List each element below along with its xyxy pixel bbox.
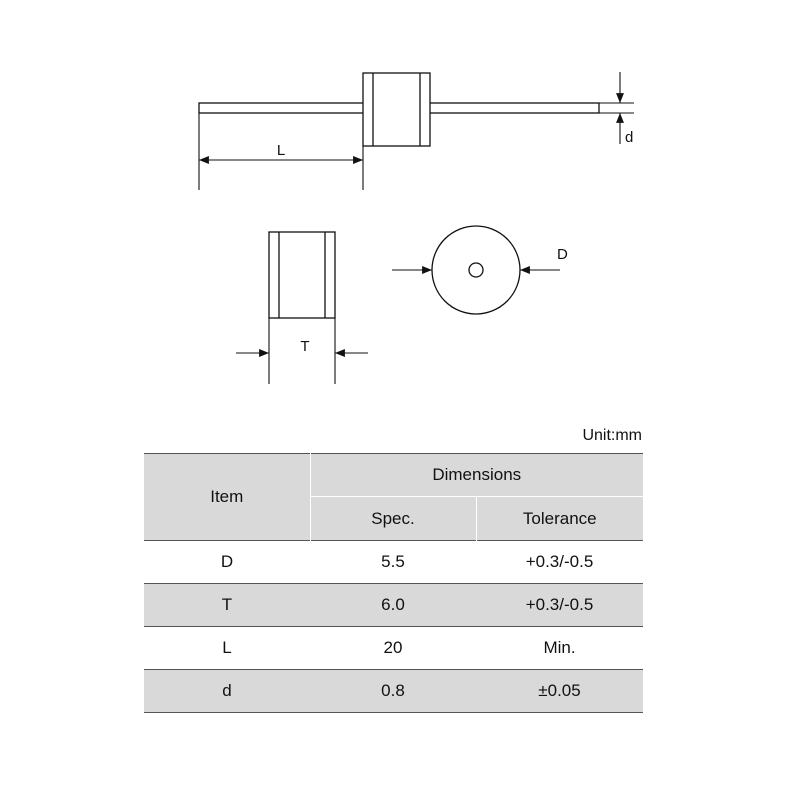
header-spec: Spec. — [310, 497, 476, 541]
cell-tolerance: Min. — [476, 627, 643, 670]
body-view — [269, 232, 335, 318]
dimension-label-d: d — [625, 129, 634, 146]
table-row — [144, 584, 643, 627]
table-row — [144, 627, 643, 670]
table-row — [144, 670, 643, 713]
dimension-label-T: T — [300, 338, 310, 355]
cell-item: L — [144, 627, 310, 670]
cell-tolerance: +0.3/-0.5 — [476, 541, 643, 584]
left-lead — [199, 103, 364, 113]
cell-tolerance: +0.3/-0.5 — [476, 584, 643, 627]
cell-spec: 0.8 — [310, 670, 476, 713]
dimension-label-D: D — [557, 246, 568, 263]
end-view — [432, 226, 520, 314]
dimension-label-L: L — [276, 142, 286, 159]
header-tolerance: Tolerance — [476, 497, 643, 541]
cell-spec: 6.0 — [310, 584, 476, 627]
cell-item: T — [144, 584, 310, 627]
header-item: Item — [144, 454, 310, 541]
right-lead — [429, 103, 599, 113]
cell-spec: 20 — [310, 627, 476, 670]
table-row — [144, 541, 643, 584]
cell-item: d — [144, 670, 310, 713]
cell-spec: 5.5 — [310, 541, 476, 584]
side-view — [199, 73, 599, 146]
cell-item: D — [144, 541, 310, 584]
dimensions-table — [144, 453, 643, 713]
header-dimensions: Dimensions — [310, 454, 643, 497]
unit-label: Unit:mm — [582, 427, 642, 444]
cell-tolerance: ±0.05 — [476, 670, 643, 713]
